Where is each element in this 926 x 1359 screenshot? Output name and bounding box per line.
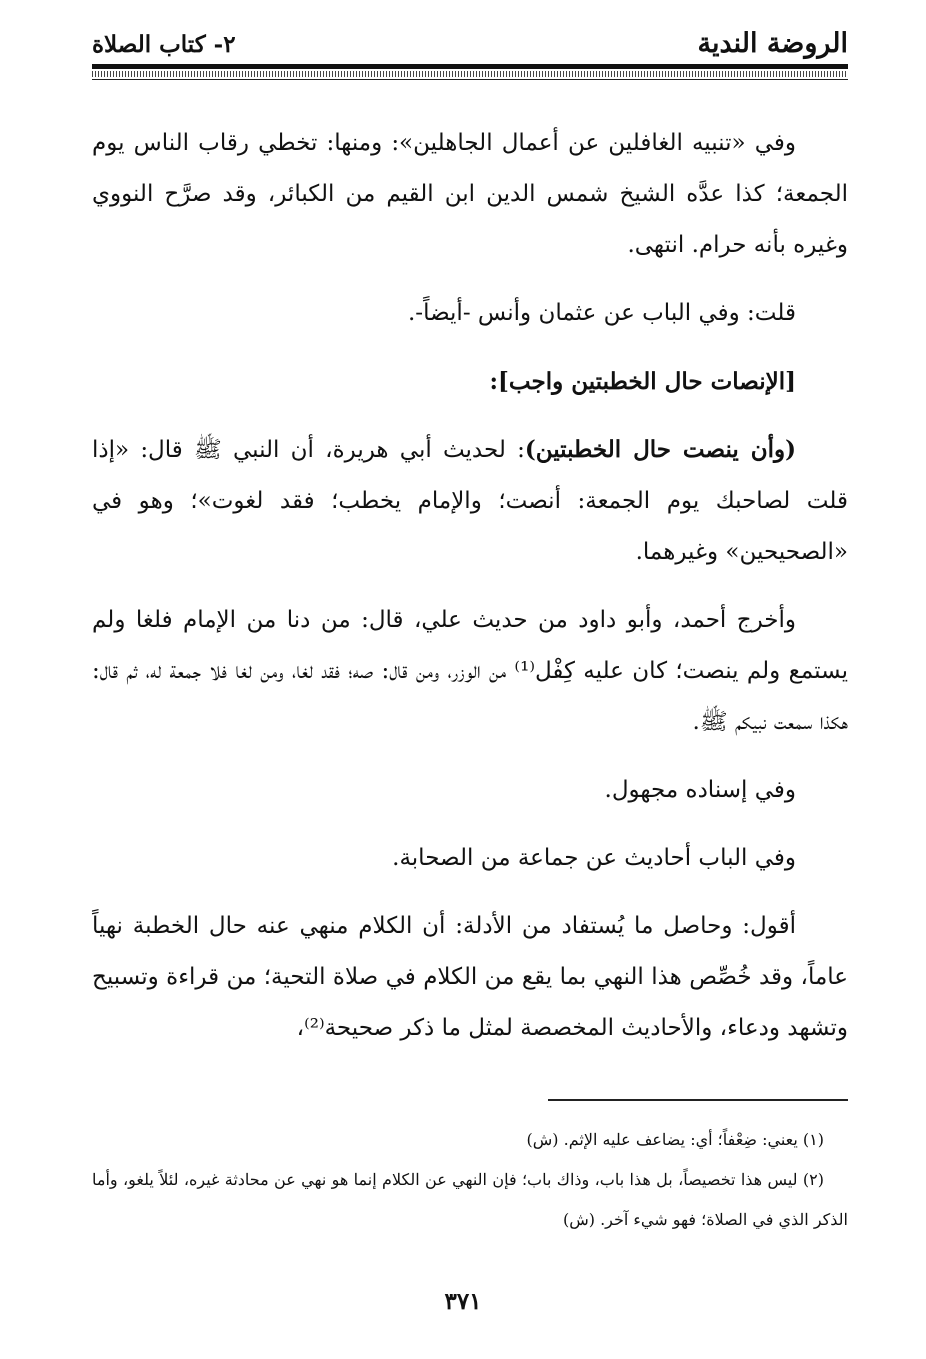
chapter-title: ٢- كتاب الصلاة	[92, 31, 236, 58]
paragraph-2: قلت: وفي الباب عن عثمان وأنس -أيضاً-.	[408, 300, 796, 326]
paragraph-7: أقول: وحاصل ما يُستفاد من الأدلة: أن الكلام منهي عنه حال الخطبة نهياً عاماً، وقد خُصِّص هذا النهي بما يقع من الكلام في صلاة التحية؛ من قراءة وتسبيح وتشهد ودعاء، والأحاديث المخصصة لمثل ما ذكر صحيحة⁽²⁾،	[92, 913, 848, 1041]
footnote-separator	[548, 1099, 848, 1101]
book-title: الروضة الندية	[697, 28, 848, 59]
header-rule-thick	[92, 64, 848, 69]
paragraph-1: وفي «تنبيه الغافلين عن أعمال الجاهلين»: ومنها: تخطي رقاب الناس يوم الجمعة؛ كذا عدَّه الشيخ شمس الدين ابن القيم من الكبائر، وقد صرَّح النووي وغيره بأنه حرام. انتهى.	[92, 130, 848, 258]
footnotes	[92, 1120, 848, 1240]
page-number: ٣٧١	[444, 1288, 482, 1315]
footnote-2: (٢) ليس هذا تخصيصاً، بل هذا باب، وذاك باب؛ فإن النهي عن الكلام إنما هو نهي عن محادثة غيره، لئلاً يلغو، وأما الذكر الذي في الصلاة؛ فهو شيء آخر. (ش)	[92, 1170, 848, 1229]
paragraph-6: وفي الباب أحاديث عن جماعة من الصحابة.	[392, 845, 796, 871]
paragraph-3	[92, 424, 848, 578]
paragraph-3-commentary: : لحديث أبي هريرة، أن النبي ﷺ قال: «إذا قلت لصاحبك يوم الجمعة: أنصت؛ والإمام يخطب؛ فقد لغوت»؛ وهو في «الصحيحين» وغيرهما.	[92, 437, 848, 565]
paragraph-4: وأخرج أحمد، وأبو داود من حديث علي، قال: من دنا من الإمام فلغا ولم يستمع ولم ينصت؛ كان عليه كِفْل⁽¹⁾ من الوزر، ومن قال: صه؛ فقد لغا، ومن لغا فلا جمعة له، ثم قال: هكذا سمعت نبيكم ﷺ.	[92, 607, 849, 735]
header-rule-hatched	[92, 71, 848, 77]
main-text	[92, 118, 848, 1071]
header-rule-thin	[92, 79, 848, 80]
footnote-1: (١) يعني: ضِعْفاً؛ أي: يضاعف عليه الإثم. (ش)	[526, 1130, 824, 1149]
running-header	[92, 26, 848, 62]
section-heading: [الإنصات حال الخطبتين واجب]:	[489, 368, 796, 395]
matn-phrase: (وأن ينصت حال الخطبتين)	[524, 436, 796, 463]
paragraph-5: وفي إسناده مجهول.	[604, 777, 796, 803]
